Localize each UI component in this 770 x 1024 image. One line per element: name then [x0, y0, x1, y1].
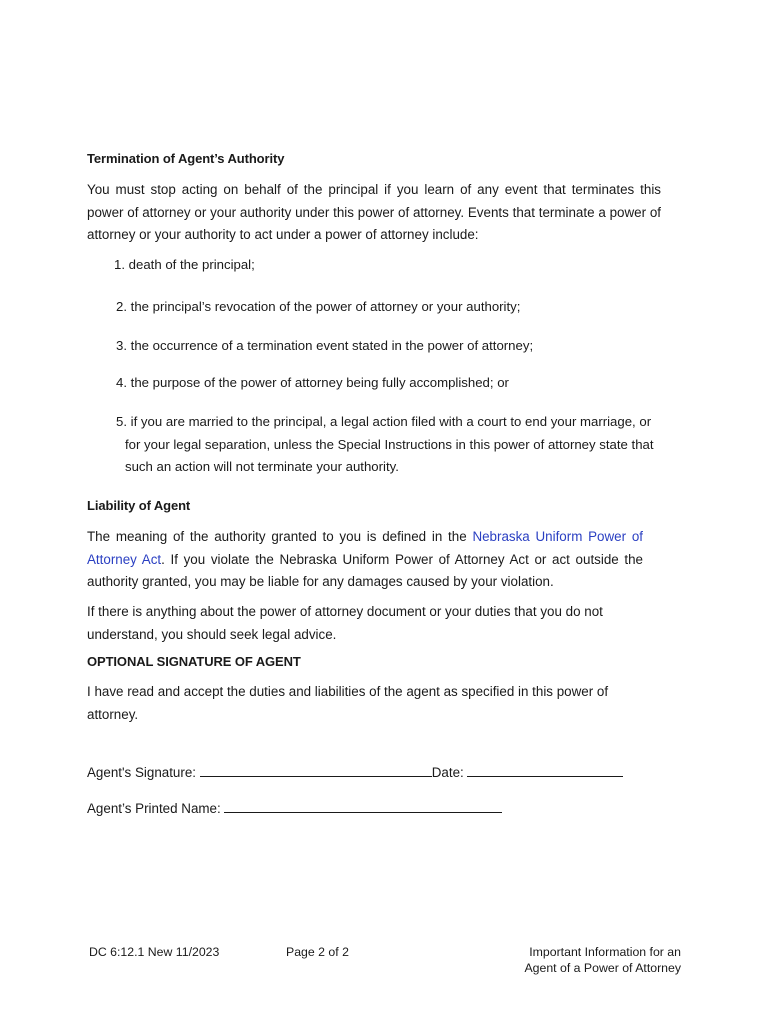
printed-name-field[interactable] [224, 798, 502, 813]
liability-text-after-link: . If you violate the Nebraska Uniform Power of Attorney Act or act outside the authority granted, you may be liable for any damages caused by your violation. [87, 551, 644, 589]
termination-item-2: 2. the principal’s revocation of the power of attorney or your authority; [116, 299, 521, 314]
termination-item-3: 3. the occurrence of a termination event stated in the power of attorney; [116, 338, 534, 353]
date-field[interactable] [467, 762, 623, 777]
liability-heading: Liability of Agent [87, 498, 191, 513]
termination-item-1: 1. death of the principal; [114, 257, 255, 272]
footer-page-number: Page 2 of 2 [286, 945, 349, 959]
signature-label: Agent's Signature: [87, 765, 200, 780]
footer-title-line-1: Important Information for an [529, 945, 681, 959]
nebraska-upoa-act-link[interactable]: Nebraska Uniform Power of Attorney Act [87, 529, 644, 567]
legal-advice-paragraph: If there is anything about the power of attorney document or your duties that you do not understand, you should seek legal advice. [87, 604, 603, 642]
termination-heading: Termination of Agent’s Authority [87, 151, 285, 166]
footer-title [470, 944, 681, 976]
signature-field[interactable] [200, 762, 432, 777]
date-label: Date: [431, 765, 468, 780]
optional-signature-heading: OPTIONAL SIGNATURE OF AGENT [87, 654, 301, 669]
footer-title-line-2: Agent of a Power of Attorney [524, 961, 681, 975]
liability-text-before-link: The meaning of the authority granted to you is defined in the [87, 529, 473, 544]
footer-form-id: DC 6:12.1 New 11/2023 [89, 945, 220, 959]
printed-name-row [87, 798, 502, 816]
termination-item-5: 5. if you are married to the principal, a legal action filed with a court to end your marriage, or for your legal separation, unless the Special Instructions in this power of attorney state that such an action will not terminate your authority. [116, 414, 654, 474]
printed-name-label: Agent’s Printed Name: [87, 801, 225, 816]
termination-intro: You must stop acting on behalf of the principal if you learn of any event that terminates this power of attorney or your authority under this power of attorney. Events that terminate a power of attorney or your authority to act under a power of attorney include: [87, 182, 661, 242]
liability-paragraph [87, 526, 643, 594]
acceptance-paragraph: I have read and accept the duties and liabilities of the agent as specified in this power of attorney. [87, 684, 609, 722]
termination-item-4: 4. the purpose of the power of attorney being fully accomplished; or [116, 375, 509, 390]
signature-row [87, 762, 623, 780]
